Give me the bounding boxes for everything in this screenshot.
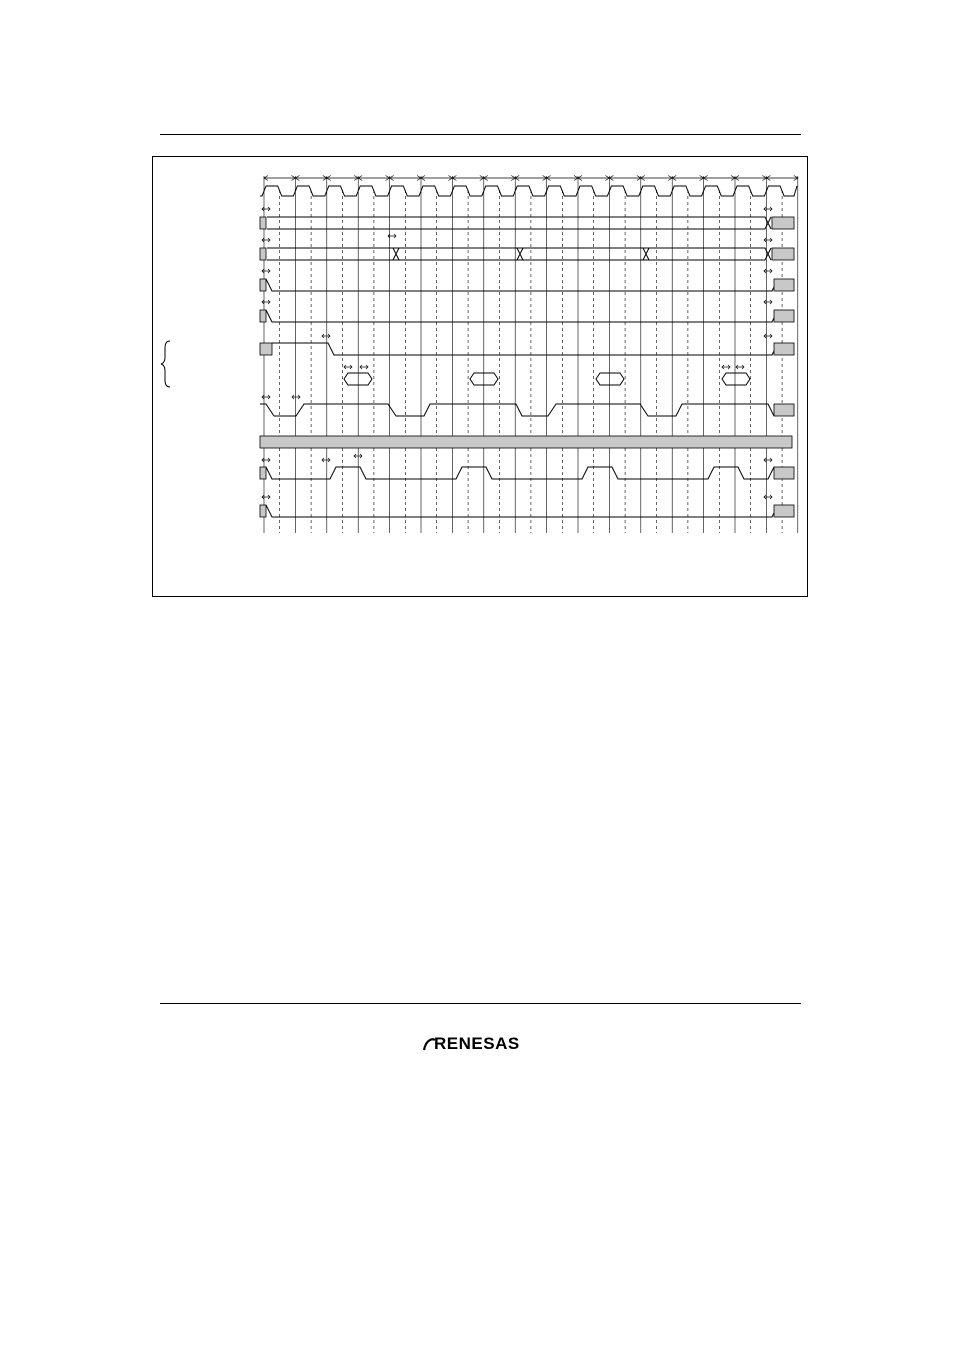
logo-text: RENESAS	[434, 1034, 520, 1053]
signal-row-2-end	[772, 248, 794, 260]
renesas-logo	[422, 1034, 544, 1054]
signal-row-3-start	[260, 279, 266, 291]
signal-row-5-line	[272, 343, 778, 355]
footer-rule	[160, 1003, 801, 1004]
signal-row-5-start	[260, 343, 272, 355]
signal-row-5-end	[774, 343, 794, 355]
signal-row-4-end	[774, 310, 794, 322]
signal-row-7-end	[774, 404, 794, 416]
signal-row-9-start	[260, 467, 266, 479]
signal-row-1-start	[260, 217, 266, 229]
signal-group-brace	[161, 341, 170, 387]
signal-row-2-start	[260, 248, 266, 260]
signal-row-3-end	[774, 279, 794, 291]
signal-row-2-segment	[267, 248, 523, 260]
data-window	[596, 373, 624, 385]
signal-row-2-segment	[393, 248, 649, 260]
signal-row-1-end	[772, 217, 794, 229]
signal-row-8-band	[260, 436, 792, 448]
signal-row-2-segment	[517, 248, 649, 260]
signal-row-4-start	[260, 310, 266, 322]
signal-row-7-line	[260, 404, 774, 416]
signal-row-11-end	[774, 505, 794, 517]
signal-row-11-start	[260, 505, 266, 517]
signal-row-2-segment	[393, 248, 771, 260]
data-window	[722, 373, 750, 385]
signal-row-9-end	[774, 467, 794, 479]
clock-waveform	[260, 186, 797, 196]
timing-signals	[260, 186, 797, 517]
